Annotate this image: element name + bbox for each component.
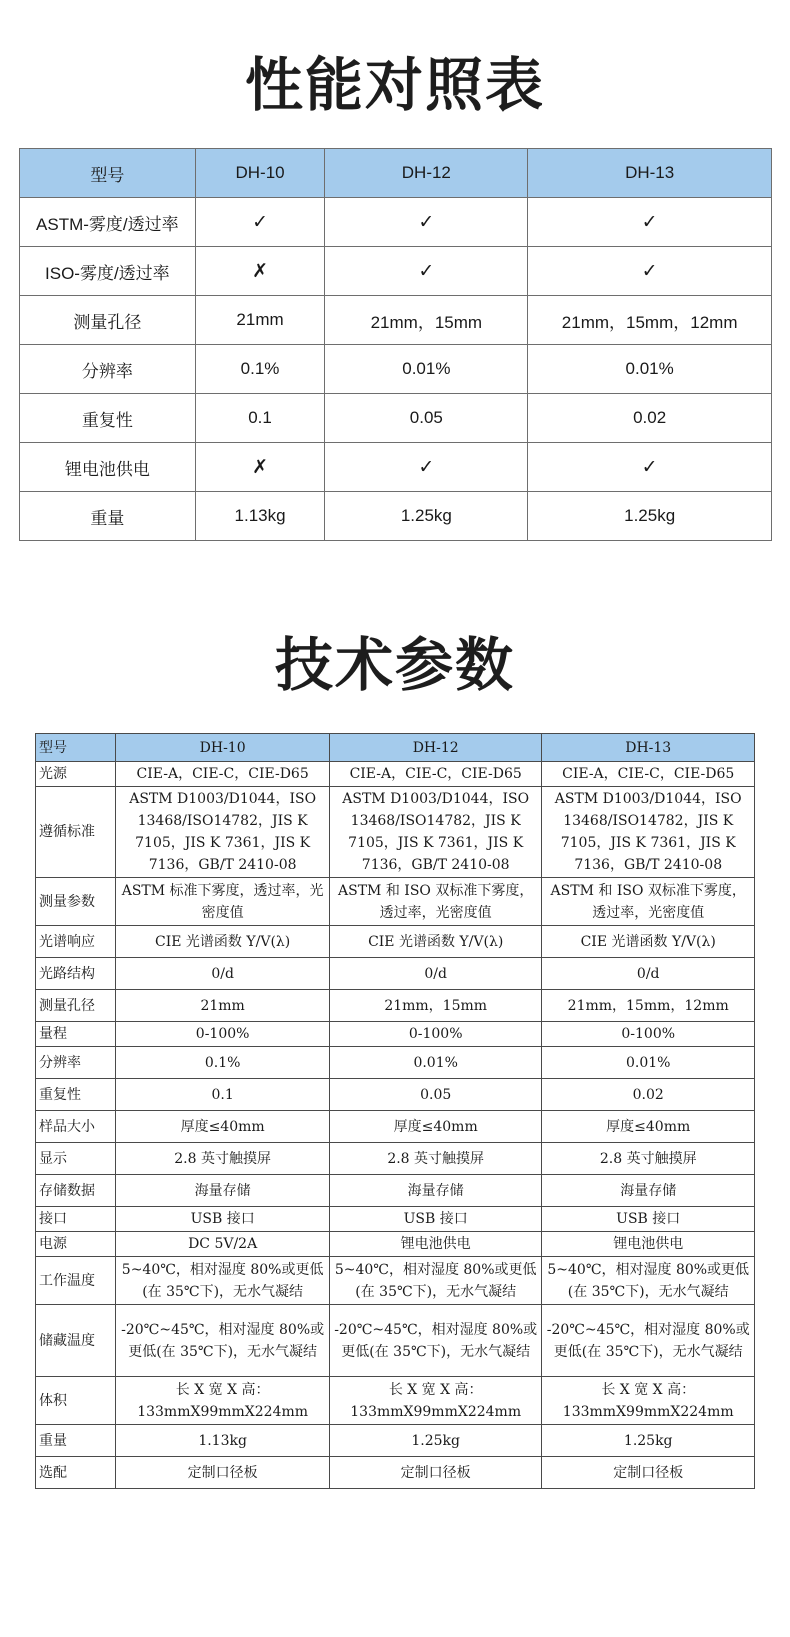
table-cell: 锂电池供电 xyxy=(542,1232,755,1257)
table-cell: CIE-A，CIE-C，CIE-D65 xyxy=(116,762,330,787)
table-cell: 0.1 xyxy=(195,394,325,443)
table-row xyxy=(36,1207,755,1232)
row-label: 锂电池供电 xyxy=(20,443,196,492)
table-cell: 厚度≤40mm xyxy=(116,1111,330,1143)
table-cell: 0.01% xyxy=(528,345,772,394)
table-row xyxy=(36,1257,755,1305)
row-label: 遵循标准 xyxy=(36,787,116,878)
table-cell: CIE 光谱函数 Y/V(λ) xyxy=(116,926,330,958)
row-label: 显示 xyxy=(36,1143,116,1175)
table-cell: 21mm，15mm，12mm xyxy=(528,296,772,345)
table-cell: 定制口径板 xyxy=(329,1457,542,1489)
row-label: 光路结构 xyxy=(36,958,116,990)
row-label: 样品大小 xyxy=(36,1111,116,1143)
table-cell: ASTM D1003/D1044，ISO 13468/ISO14782，JIS K 7105，JIS K 7361，JIS K 7136，GB/T 2410-08 xyxy=(116,787,330,878)
row-label: 测量参数 xyxy=(36,878,116,926)
table-cell: ASTM 和 ISO 双标准下雾度，透过率，光密度值 xyxy=(542,878,755,926)
comparison-table xyxy=(19,148,772,541)
table-row xyxy=(20,247,772,296)
table-cell: DC 5V/2A xyxy=(116,1232,330,1257)
row-label: 选配 xyxy=(36,1457,116,1489)
check-icon: ✓ xyxy=(325,198,528,247)
table-row xyxy=(20,296,772,345)
header-cell: DH-12 xyxy=(325,149,528,198)
table-cell: 1.25kg xyxy=(325,492,528,541)
table-row xyxy=(36,1377,755,1425)
table-cell: 1.13kg xyxy=(116,1425,330,1457)
table-cell: 海量存储 xyxy=(116,1175,330,1207)
table-cell: 0.05 xyxy=(329,1079,542,1111)
table-cell: -20℃~45℃，相对湿度 80%或更低(在 35℃下)，无水气凝结 xyxy=(329,1305,542,1377)
table-cell: 1.25kg xyxy=(528,492,772,541)
row-label: ASTM-雾度/透过率 xyxy=(20,198,196,247)
row-label: 储藏温度 xyxy=(36,1305,116,1377)
row-label: 重量 xyxy=(36,1425,116,1457)
table-cell: CIE 光谱函数 Y/V(λ) xyxy=(329,926,542,958)
table-cell: ASTM 和 ISO 双标准下雾度，透过率，光密度值 xyxy=(329,878,542,926)
table-cell: 2.8 英寸触摸屏 xyxy=(116,1143,330,1175)
header-cell: DH-12 xyxy=(329,734,542,762)
table-cell: 5~40℃，相对湿度 80%或更低(在 35℃下)，无水气凝结 xyxy=(116,1257,330,1305)
table-cell: ASTM D1003/D1044，ISO 13468/ISO14782，JIS K 7105，JIS K 7361，JIS K 7136，GB/T 2410-08 xyxy=(329,787,542,878)
table-row xyxy=(20,492,772,541)
table-cell: 长 X 宽 X 高：133mmX99mmX224mm xyxy=(329,1377,542,1425)
table-cell: -20℃~45℃，相对湿度 80%或更低(在 35℃下)，无水气凝结 xyxy=(116,1305,330,1377)
table-cell: 0/d xyxy=(329,958,542,990)
table-cell: USB 接口 xyxy=(542,1207,755,1232)
table-cell: 0.01% xyxy=(542,1047,755,1079)
table-cell: CIE-A，CIE-C，CIE-D65 xyxy=(542,762,755,787)
table-cell: 21mm xyxy=(195,296,325,345)
table-row xyxy=(20,198,772,247)
header-cell: DH-10 xyxy=(195,149,325,198)
table-row xyxy=(36,787,755,878)
row-label: 测量孔径 xyxy=(20,296,196,345)
table-cell: -20℃~45℃，相对湿度 80%或更低(在 35℃下)，无水气凝结 xyxy=(542,1305,755,1377)
cross-icon: ✗ xyxy=(195,247,325,296)
table-cell: 海量存储 xyxy=(329,1175,542,1207)
table-cell: 1.13kg xyxy=(195,492,325,541)
row-label: 工作温度 xyxy=(36,1257,116,1305)
table-cell: CIE 光谱函数 Y/V(λ) xyxy=(542,926,755,958)
table-cell: 厚度≤40mm xyxy=(542,1111,755,1143)
table-cell: 5~40℃，相对湿度 80%或更低(在 35℃下)，无水气凝结 xyxy=(329,1257,542,1305)
table-row xyxy=(36,1079,755,1111)
table-cell: 0.1% xyxy=(116,1047,330,1079)
table-row xyxy=(36,958,755,990)
header-cell: DH-13 xyxy=(528,149,772,198)
table-row xyxy=(20,394,772,443)
table-cell: 海量存储 xyxy=(542,1175,755,1207)
table-row xyxy=(20,443,772,492)
table-cell: 0.01% xyxy=(329,1047,542,1079)
table-row xyxy=(36,1457,755,1489)
table-cell: ASTM 标准下雾度，透过率，光密度值 xyxy=(116,878,330,926)
table-cell: USB 接口 xyxy=(329,1207,542,1232)
table-row xyxy=(36,1175,755,1207)
row-label: 接口 xyxy=(36,1207,116,1232)
row-label: 光谱响应 xyxy=(36,926,116,958)
table-cell: ASTM D1003/D1044，ISO 13468/ISO14782，JIS K 7105，JIS K 7361，JIS K 7136，GB/T 2410-08 xyxy=(542,787,755,878)
table-cell: 长 X 宽 X 高：133mmX99mmX224mm xyxy=(116,1377,330,1425)
check-icon: ✓ xyxy=(325,443,528,492)
row-label: 分辨率 xyxy=(20,345,196,394)
check-icon: ✓ xyxy=(325,247,528,296)
table-cell: USB 接口 xyxy=(116,1207,330,1232)
table-cell: CIE-A，CIE-C，CIE-D65 xyxy=(329,762,542,787)
row-label: 光源 xyxy=(36,762,116,787)
table-cell: 2.8 英寸触摸屏 xyxy=(542,1143,755,1175)
table-cell: 21mm，15mm xyxy=(329,990,542,1022)
table-row xyxy=(36,1111,755,1143)
table-cell: 2.8 英寸触摸屏 xyxy=(329,1143,542,1175)
table-cell: 0/d xyxy=(542,958,755,990)
check-icon: ✓ xyxy=(528,247,772,296)
table-cell: 0-100% xyxy=(329,1022,542,1047)
table-cell: 锂电池供电 xyxy=(329,1232,542,1257)
table-cell: 0-100% xyxy=(542,1022,755,1047)
spec-table xyxy=(35,733,755,1489)
table-cell: 1.25kg xyxy=(542,1425,755,1457)
table-cell: 长 X 宽 X 高：133mmX99mmX224mm xyxy=(542,1377,755,1425)
spec-title: 技术参数 xyxy=(274,631,515,699)
row-label: ISO-雾度/透过率 xyxy=(20,247,196,296)
table-cell: 21mm，15mm xyxy=(325,296,528,345)
table-cell: 定制口径板 xyxy=(116,1457,330,1489)
row-label: 重量 xyxy=(20,492,196,541)
cross-icon: ✗ xyxy=(195,443,325,492)
comparison-title: 性能对照表 xyxy=(244,51,545,119)
header-cell: 型号 xyxy=(36,734,116,762)
row-label: 体积 xyxy=(36,1377,116,1425)
table-row xyxy=(20,345,772,394)
table-cell: 0.02 xyxy=(542,1079,755,1111)
table-cell: 1.25kg xyxy=(329,1425,542,1457)
table-row xyxy=(36,1022,755,1047)
table-row xyxy=(36,1047,755,1079)
header-cell: DH-10 xyxy=(116,734,330,762)
check-icon: ✓ xyxy=(528,443,772,492)
table-cell: 0-100% xyxy=(116,1022,330,1047)
row-label: 重复性 xyxy=(20,394,196,443)
table-cell: 5~40℃，相对湿度 80%或更低(在 35℃下)，无水气凝结 xyxy=(542,1257,755,1305)
header-cell: DH-13 xyxy=(542,734,755,762)
check-icon: ✓ xyxy=(528,198,772,247)
header-cell: 型号 xyxy=(20,149,196,198)
row-label: 电源 xyxy=(36,1232,116,1257)
row-label: 分辨率 xyxy=(36,1047,116,1079)
table-cell: 0.1% xyxy=(195,345,325,394)
table-row xyxy=(36,762,755,787)
table-row xyxy=(36,990,755,1022)
table-row xyxy=(36,878,755,926)
spec-header-row xyxy=(36,734,755,762)
table-cell: 0.05 xyxy=(325,394,528,443)
comparison-header-row xyxy=(20,149,772,198)
table-cell: 21mm xyxy=(116,990,330,1022)
row-label: 测量孔径 xyxy=(36,990,116,1022)
table-cell: 厚度≤40mm xyxy=(329,1111,542,1143)
table-row xyxy=(36,1425,755,1457)
table-cell: 21mm，15mm，12mm xyxy=(542,990,755,1022)
row-label: 量程 xyxy=(36,1022,116,1047)
row-label: 存储数据 xyxy=(36,1175,116,1207)
table-cell: 定制口径板 xyxy=(542,1457,755,1489)
table-cell: 0/d xyxy=(116,958,330,990)
check-icon: ✓ xyxy=(195,198,325,247)
row-label: 重复性 xyxy=(36,1079,116,1111)
table-cell: 0.01% xyxy=(325,345,528,394)
table-row xyxy=(36,1143,755,1175)
table-cell: 0.1 xyxy=(116,1079,330,1111)
table-cell: 0.02 xyxy=(528,394,772,443)
table-row xyxy=(36,926,755,958)
table-row xyxy=(36,1232,755,1257)
table-row xyxy=(36,1305,755,1377)
